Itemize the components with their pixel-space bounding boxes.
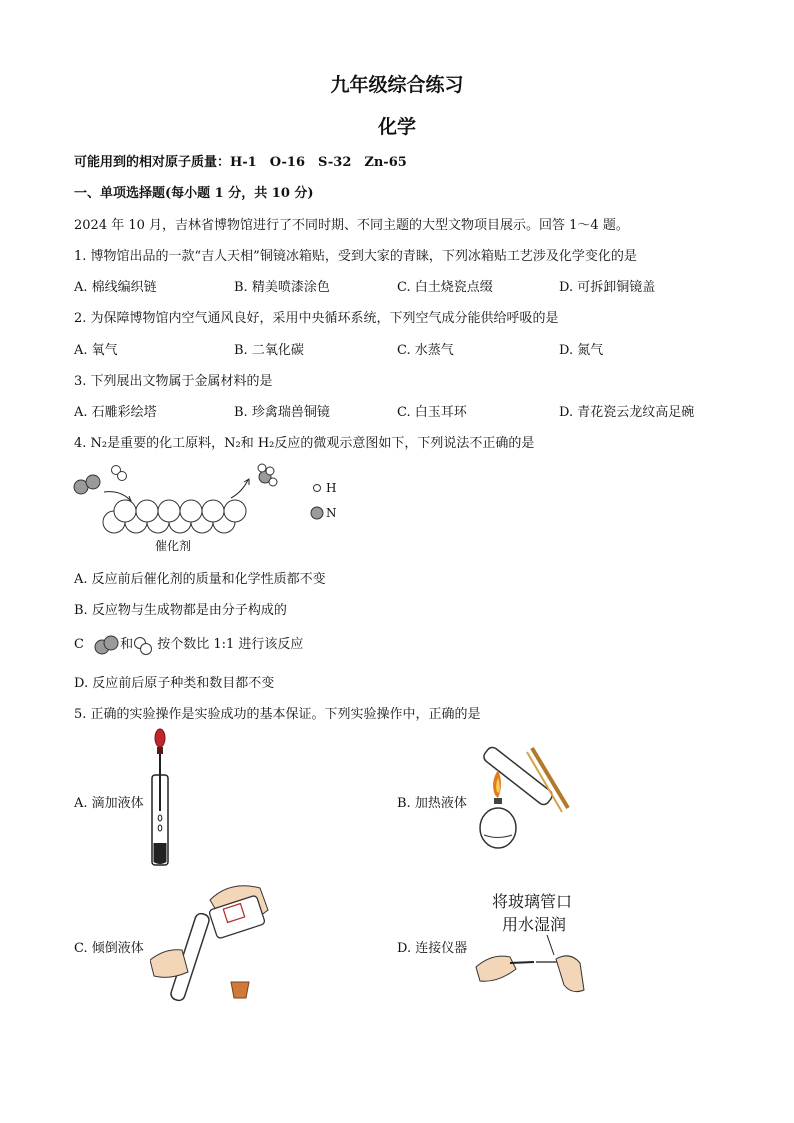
page-title: 九年级综合练习 bbox=[330, 74, 464, 96]
q5-option-b[interactable]: B. 加热液体 bbox=[397, 796, 467, 811]
rubber-tube bbox=[510, 962, 534, 963]
legend-n-atom bbox=[311, 507, 323, 519]
question-1-stem: 1. 博物馆出品的一款“吉人天相”铜镜冰箱贴，受到大家的青睐，下列冰箱贴工艺涉及化学变化的是 bbox=[74, 249, 637, 264]
n2-molecule-icon bbox=[94, 634, 120, 656]
figure-d-caption-line1: 将玻璃管口 bbox=[492, 892, 573, 911]
heating-figure bbox=[470, 740, 575, 855]
q1-option-a[interactable]: A. 棉线编织链 bbox=[74, 280, 157, 295]
catalyst-label: 催化剂 bbox=[155, 539, 192, 553]
h2-molecule-icon bbox=[133, 634, 153, 656]
reaction-diagram bbox=[70, 460, 380, 555]
q3-option-c[interactable]: C. 白玉耳环 bbox=[397, 405, 467, 420]
q2-option-c[interactable]: C. 水蒸气 bbox=[397, 343, 454, 358]
alcohol-lamp bbox=[480, 808, 516, 848]
hand-icon-right bbox=[556, 956, 584, 992]
question-2-stem: 2. 为保障博物馆内空气通风良好，采用中央循环系统，下列空气成分能供给呼吸的是 bbox=[74, 311, 559, 326]
dropper-bulb bbox=[155, 729, 165, 747]
q2-option-d[interactable]: D. 氮气 bbox=[559, 343, 604, 358]
legend-n-label: N bbox=[326, 506, 337, 520]
q4-option-d[interactable]: D. 反应前后原子种类和数目都不变 bbox=[74, 676, 275, 691]
subject-title: 化学 bbox=[377, 116, 416, 138]
atomic-mass-line: 可能用到的相对原子质量：H-1 O-16 S-32 Zn-65 bbox=[74, 155, 407, 170]
heated-test-tube bbox=[482, 745, 555, 807]
q1-option-c[interactable]: C. 白土烧瓷点缀 bbox=[397, 280, 493, 295]
section-intro: 2024 年 10 月，吉林省博物馆进行了不同时期、不同主题的大型文物项目展示。回答 1～4 题。 bbox=[74, 218, 629, 233]
q2-option-b[interactable]: B. 二氧化碳 bbox=[234, 343, 304, 358]
legend-h-label: H bbox=[326, 481, 337, 495]
dropper-figure bbox=[140, 725, 180, 870]
q1-option-b[interactable]: B. 精美喷漆涂色 bbox=[234, 280, 330, 295]
cork-stopper bbox=[231, 982, 249, 998]
n2-molecule-reactant bbox=[74, 475, 100, 494]
q5-option-c[interactable]: C. 倾倒液体 bbox=[74, 941, 144, 956]
nh3-molecule-product bbox=[258, 464, 277, 486]
q5-option-d[interactable]: D. 连接仪器 bbox=[397, 941, 468, 956]
q3-option-a[interactable]: A. 石雕彩绘塔 bbox=[74, 405, 157, 420]
h2-molecule-reactant bbox=[112, 466, 127, 481]
connecting-figure bbox=[472, 935, 590, 1000]
question-4-stem: 4. N₂是重要的化工原料，N₂和 H₂反应的微观示意图如下，下列说法不正确的是 bbox=[74, 436, 535, 451]
q5-option-a[interactable]: A. 滴加液体 bbox=[74, 796, 144, 811]
q4-option-c-and: 和 bbox=[120, 637, 134, 652]
q4-option-c-text: 按个数比 1:1 进行该反应 bbox=[157, 637, 304, 652]
catalyst-surface bbox=[103, 500, 246, 533]
q3-option-b[interactable]: B. 珍禽瑞兽铜镜 bbox=[234, 405, 330, 420]
q4-option-a[interactable]: A. 反应前后催化剂的质量和化学性质都不变 bbox=[74, 572, 326, 587]
question-5-stem: 5. 正确的实验操作是实验成功的基本保证。下列实验操作中，正确的是 bbox=[74, 707, 481, 722]
legend-h-atom bbox=[314, 485, 321, 492]
q2-option-a[interactable]: A. 氧气 bbox=[74, 343, 118, 358]
figure-d-caption-line2: 用水湿润 bbox=[502, 915, 567, 934]
pouring-figure bbox=[150, 880, 275, 1005]
q4-option-c[interactable] bbox=[74, 633, 303, 656]
q1-option-d[interactable]: D. 可拆卸铜镜盖 bbox=[559, 280, 656, 295]
q4-option-b[interactable]: B. 反应物与生成物都是由分子构成的 bbox=[74, 603, 287, 618]
hand-icon-left bbox=[150, 950, 188, 978]
hand-icon-left bbox=[476, 956, 516, 981]
q3-option-d[interactable]: D. 青花瓷云龙纹高足碗 bbox=[559, 405, 695, 420]
q4-option-c-letter: C bbox=[74, 637, 84, 652]
question-3-stem: 3. 下列展出文物属于金属材料的是 bbox=[74, 374, 273, 389]
section-heading: 一、单项选择题(每小题 1 分，共 10 分) bbox=[74, 186, 314, 201]
